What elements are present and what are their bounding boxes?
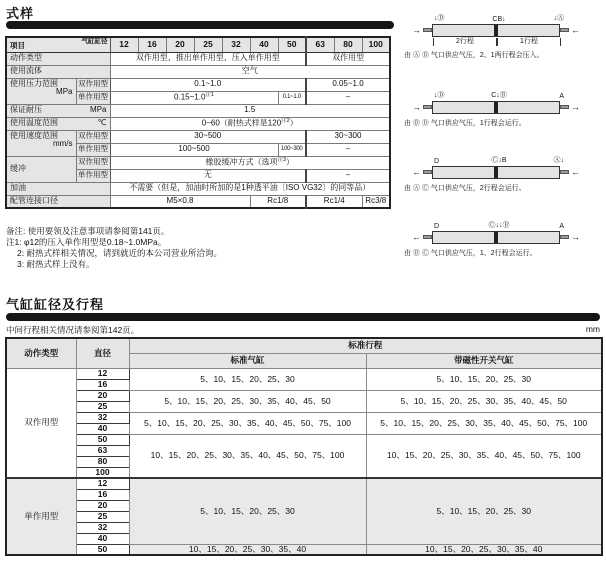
spec-value: Rc1/4: [306, 195, 362, 208]
piston: [494, 167, 498, 178]
spec-row-oil: [6, 182, 390, 195]
col-header-action: 动作类型: [6, 338, 76, 368]
cylinder-diagram-3: [404, 154, 604, 193]
spec-value: –: [306, 169, 390, 182]
piston: [494, 25, 498, 36]
spec-row-proof: [6, 104, 390, 117]
diagram-caption: 由 Ⓑ Ⓓ 气口供应气压，1行程会运行。: [404, 120, 526, 128]
bore-cell: 80: [76, 456, 129, 467]
diagram-caption: 由 Ⓐ Ⓒ 气口供应气压，2行程会运行。: [404, 185, 526, 193]
left-rod: [423, 105, 432, 109]
bore-header-cell: 25: [194, 37, 222, 52]
value-text: 0~60（耐热式样是120: [201, 118, 282, 128]
right-rod: [560, 235, 569, 239]
bore-header-cell: 16: [138, 37, 166, 52]
row-label: 动作类型: [6, 52, 110, 65]
stroke-values: 5、10、15、20、25、30: [129, 478, 366, 544]
bore-cell: 12: [76, 368, 129, 379]
dimension-label: 1行程: [520, 38, 538, 45]
left-rod: [423, 28, 432, 32]
col-header-switch: 带磁性开关气缸: [366, 353, 602, 368]
stroke-table: [5, 337, 603, 556]
port-label-cb: C↓Ⓑ: [491, 92, 507, 100]
stroke-values: 5、10、15、20、25、30、35、40、45、50: [129, 390, 366, 412]
port-label-cb: Ⓒ↓↓Ⓑ: [488, 222, 510, 230]
right-rod: [560, 170, 569, 174]
row-sublabel: 单作用型: [76, 91, 110, 104]
stroke-values: 10、15、20、25、30、35、40: [129, 544, 366, 555]
spec-value: [110, 91, 278, 104]
row-sublabel: 双作用型: [76, 78, 110, 91]
spec-value: 30~300: [306, 130, 390, 143]
bore-cell: 16: [76, 489, 129, 500]
row-label: 配管连接口径: [6, 195, 110, 208]
stroke-note-row: [6, 324, 600, 336]
value-text: 0.15~1.0: [174, 92, 206, 102]
stroke-values: 5、10、15、20、25、30: [366, 368, 602, 390]
stroke-values: 5、10、15、20、25、30: [366, 478, 602, 544]
row-sublabel: 单作用型: [76, 169, 110, 182]
stroke-values: 10、15、20、25、30、35、40: [366, 544, 602, 555]
row-label-unit: mm/s: [52, 139, 73, 149]
action-type-cell: 双作用型: [6, 368, 76, 478]
spec-value: 0.05~1.0: [306, 78, 390, 91]
footnote-line: 3: 耐热式样上没有。: [17, 258, 95, 269]
port-label-cb: CB↓: [492, 16, 506, 23]
row-label-text: 使用速度范围: [10, 130, 58, 140]
cylinder-body-row: [412, 100, 604, 114]
cylinder-body: [432, 101, 560, 114]
right-motion-arrow: →: [571, 101, 580, 112]
stroke-values: 5、10、15、20、25、30、35、40、45、50、75、100: [129, 412, 366, 434]
spec-header-row: [6, 37, 390, 52]
bore-cell: 25: [76, 401, 129, 412]
row-label: [6, 104, 110, 117]
stroke-values: 5、10、15、20、25、30、35、40、45、50: [366, 390, 602, 412]
spec-value: 0.1~1.0: [110, 78, 306, 91]
value-note-sup: 注1: [205, 92, 214, 99]
value-note-sup: 注3: [277, 157, 287, 164]
stroke-row: [6, 434, 602, 445]
port-label-a: A: [559, 93, 564, 101]
unit-label: mm: [585, 324, 600, 334]
bore-cell: 12: [76, 478, 129, 489]
stroke-row: [6, 390, 602, 401]
piston: [494, 232, 498, 243]
spec-value: 无: [110, 169, 306, 182]
spec-corner-cell: [6, 37, 110, 52]
piston: [494, 102, 498, 113]
row-label-unit: MPa: [56, 87, 73, 97]
stroke-row: [6, 544, 602, 555]
stroke-dimensions: [433, 38, 561, 46]
row-label: 缓冲: [6, 156, 76, 182]
port-label-a: A: [559, 223, 564, 231]
action-type-cell: 单作用型: [6, 478, 76, 555]
row-label-text: 使用压力范围: [10, 78, 58, 88]
spec-row-temp: [6, 117, 390, 130]
spec-row-port: [6, 195, 390, 208]
left-motion-arrow: →: [412, 101, 421, 112]
left-motion-arrow: →: [412, 24, 421, 35]
right-motion-arrow: ←: [571, 166, 580, 177]
spec-table: [5, 36, 391, 209]
spec-value: M5×0.8: [110, 195, 250, 208]
right-rod: [560, 28, 569, 32]
bore-header-cell: 20: [166, 37, 194, 52]
spec-section-bar: [6, 21, 394, 29]
value-text: ）: [289, 118, 298, 128]
right-motion-arrow: ←: [571, 24, 580, 35]
spec-value: –: [306, 143, 390, 156]
spec-row-pressure-double: [6, 78, 390, 91]
cylinder-body-row: [412, 230, 604, 244]
stroke-note: 中间行程相关情况请参阅第142页。: [6, 325, 140, 335]
left-motion-arrow: ←: [412, 166, 421, 177]
bore-cell: 40: [76, 423, 129, 434]
bore-cell: 50: [76, 434, 129, 445]
cylinder-diagram-1: [404, 12, 604, 60]
left-motion-arrow: ←: [412, 231, 421, 242]
bore-header-cell: 50: [278, 37, 306, 52]
cylinder-diagram-2: [404, 89, 604, 128]
col-header-standard: 标准气缸: [129, 353, 366, 368]
left-rod: [423, 235, 432, 239]
dimension-2-stroke: [433, 38, 497, 46]
stroke-row: [6, 478, 602, 489]
dimension-label: 2行程: [456, 38, 474, 45]
stroke-section-bar: [6, 313, 600, 321]
stroke-values: 5、10、15、20、25、30: [129, 368, 366, 390]
col-header-stroke-group: 标准行程: [129, 338, 602, 353]
stroke-header-row-1: [6, 338, 602, 353]
spec-value: 空气: [110, 65, 390, 78]
left-rod: [423, 170, 432, 174]
cylinder-port-labels: [434, 89, 564, 100]
spec-footnotes: [6, 226, 222, 270]
row-label-unit: ℃: [97, 118, 107, 128]
spec-section-title: 式样: [6, 6, 35, 21]
spec-value: 双作用型、推出单作用型、压入单作用型: [110, 52, 306, 65]
diagram-caption: 由 Ⓐ Ⓓ 气口供应气压，2、1两行程会压入。: [404, 52, 544, 60]
spec-row-fluid: [6, 65, 390, 78]
port-label-d: D: [434, 158, 440, 166]
bore-cell: 20: [76, 390, 129, 401]
spec-value: –: [306, 91, 390, 104]
cylinder-body: [432, 166, 560, 179]
cylinder-port-labels: [434, 154, 564, 165]
port-label-d: D: [434, 223, 440, 231]
right-motion-arrow: →: [571, 231, 580, 242]
spec-value: 双作用型: [306, 52, 390, 65]
row-sublabel: 双作用型: [76, 130, 110, 143]
port-label-a: Ⓐ↓: [553, 157, 564, 165]
stroke-section-title: 气缸缸径及行程: [6, 297, 105, 312]
bore-cell: 50: [76, 544, 129, 555]
spec-value: [110, 156, 390, 169]
bore-header-cell: 100: [362, 37, 390, 52]
spec-value: 100~300: [278, 143, 306, 156]
row-label: [6, 117, 110, 130]
spec-value: 30~500: [110, 130, 306, 143]
port-label-d: ↓Ⓓ: [434, 15, 445, 22]
bore-cell: 20: [76, 500, 129, 511]
footnote-line: 注1: φ12的压入单作用型是0.18~1.0MPa。: [6, 236, 167, 247]
spec-value: 0.1~1.0: [278, 91, 306, 104]
row-label: [6, 78, 76, 104]
spec-value: [110, 117, 390, 130]
stroke-values: 5、10、15、20、25、30、35、40、45、50、75、100: [366, 412, 602, 434]
col-header-bore: 直径: [76, 338, 129, 368]
spec-value: 不需要（但是，加油时所加的是1种透平油〔ISO VG32〕的同等品）: [110, 182, 390, 195]
spec-value: Rc3/8: [362, 195, 390, 208]
value-text: ）: [286, 157, 295, 167]
port-label-cb: Ⓒ↓B: [491, 157, 507, 165]
spec-row-action: [6, 52, 390, 65]
stroke-row: [6, 368, 602, 379]
cylinder-body-row: [412, 165, 604, 179]
corner-label-item: 项目: [10, 41, 25, 51]
bore-header-cell: 12: [110, 37, 138, 52]
row-label: [6, 130, 76, 156]
bore-cell: 25: [76, 511, 129, 522]
bore-cell: 32: [76, 412, 129, 423]
corner-label-bore: 气缸缸径: [81, 38, 108, 45]
cylinder-diagram-4: [404, 219, 604, 258]
bore-cell: 16: [76, 379, 129, 390]
row-sublabel: 单作用型: [76, 143, 110, 156]
bore-cell: 32: [76, 522, 129, 533]
stroke-row: [6, 412, 602, 423]
spec-value: 1.5: [110, 104, 390, 117]
row-label-unit: MPa: [90, 105, 107, 115]
footnote-line: 2: 耐热式样相关情况，请到就近的本公司营业所洽询。: [17, 247, 222, 258]
cylinder-body: [432, 231, 560, 244]
bore-cell: 63: [76, 445, 129, 456]
bore-header-cell: 32: [222, 37, 250, 52]
value-note-sup: 注2: [281, 118, 290, 125]
stroke-values: 10、15、20、25、30、35、40、45、50、75、100: [366, 434, 602, 478]
dimension-1-stroke: [497, 38, 561, 46]
row-sublabel: 双作用型: [76, 156, 110, 169]
value-text: 橡胶缓冲方式（选项: [205, 157, 278, 167]
bore-header-cell: 40: [250, 37, 278, 52]
row-label: 使用流体: [6, 65, 110, 78]
cylinder-body: [432, 24, 560, 37]
footnote-line: 备注: 使用要领及注意事项请参阅第141页。: [6, 226, 170, 236]
bore-cell: 40: [76, 533, 129, 544]
diagram-caption: 由 Ⓑ Ⓒ 气口供应气压，1、2行程会运行。: [404, 250, 537, 258]
spec-row-speed-double: [6, 130, 390, 143]
port-label-d: ↓Ⓓ: [434, 92, 445, 100]
bore-header-cell: 63: [306, 37, 334, 52]
cylinder-port-labels: [434, 12, 564, 23]
row-label-text: 保证耐压: [10, 105, 42, 115]
port-label-a: ↓Ⓐ: [553, 15, 564, 22]
cylinder-body-row: [412, 23, 604, 37]
diagram-panel: [404, 12, 604, 288]
cylinder-port-labels: [434, 219, 564, 230]
row-label-text: 使用温度范围: [10, 118, 58, 128]
row-label: 加油: [6, 182, 110, 195]
bore-cell: 100: [76, 467, 129, 478]
right-rod: [560, 105, 569, 109]
bore-header-cell: 80: [334, 37, 362, 52]
stroke-values: 10、15、20、25、30、35、40、45、50、75、100: [129, 434, 366, 478]
spec-row-cushion-double: [6, 156, 390, 169]
spec-value: Rc1/8: [250, 195, 306, 208]
spec-value: 100~500: [110, 143, 278, 156]
